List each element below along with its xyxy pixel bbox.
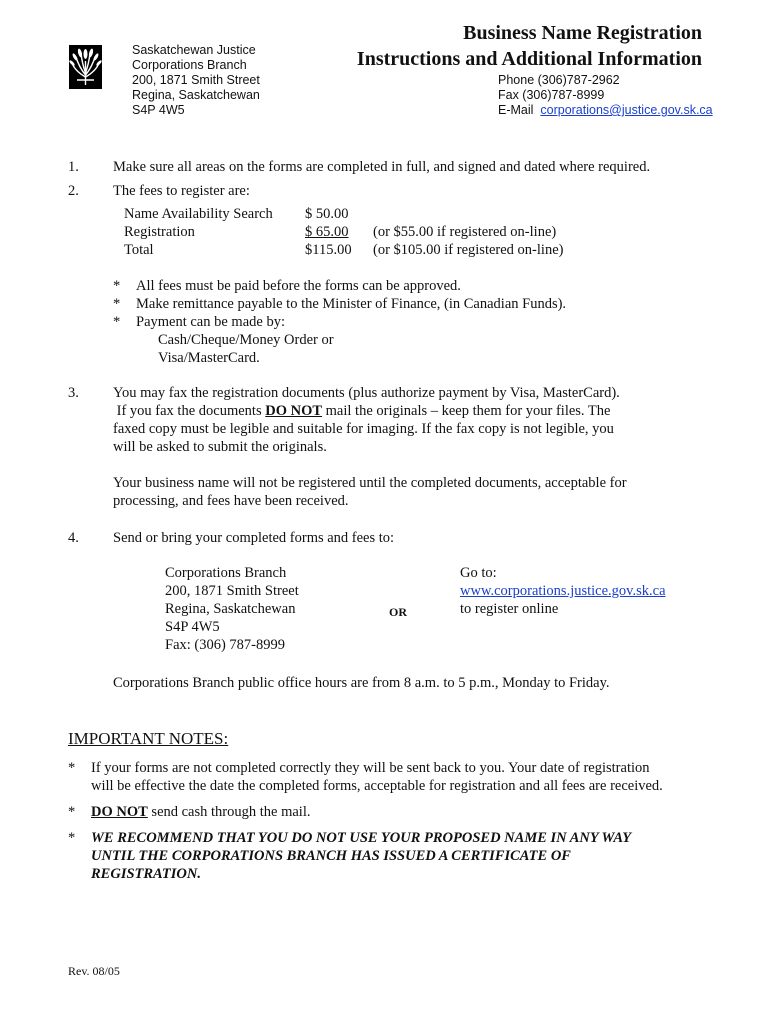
fee-note: (or $55.00 if registered on-line) <box>373 224 557 240</box>
do-not-emphasis: DO NOT <box>265 403 323 419</box>
note-star: * <box>68 804 76 820</box>
payment-method: Cash/Cheque/Money Order or <box>158 332 334 348</box>
page-title <box>357 20 702 72</box>
mailing-address <box>165 564 299 654</box>
note-line: will be effective the date the completed forms, acceptable for registration and all fees are received. <box>91 778 663 794</box>
item-3-line: You may fax the registration documents (plus authorize payment by Visa, MasterCard). <box>113 385 620 401</box>
fee-label: Total <box>124 242 154 258</box>
registration-note-line: processing, and fees have been received. <box>113 493 349 509</box>
email-label: E-Mail <box>498 103 534 117</box>
online-registration <box>460 564 666 618</box>
address-line: 200, 1871 Smith Street <box>165 583 299 599</box>
fee-amount: $ 50.00 <box>305 206 349 222</box>
fee-label: Registration <box>124 224 195 240</box>
online-label: to register online <box>460 601 559 617</box>
wheat-sheaf-icon <box>69 45 102 89</box>
item-number-3: 3. <box>68 385 79 401</box>
org-line: Regina, Saskatchewan <box>132 88 260 102</box>
item-3-text <box>113 384 620 456</box>
item-4-text: Send or bring your completed forms and fees to: <box>113 530 395 546</box>
org-line: Saskatchewan Justice <box>132 43 256 57</box>
fee-amount: $115.00 <box>305 242 352 258</box>
fee-amounts <box>305 205 352 259</box>
bullet: * <box>113 314 121 330</box>
fee-label: Name Availability Search <box>124 206 273 222</box>
email-link[interactable]: corporations@justice.gov.sk.ca <box>540 103 713 117</box>
do-not-emphasis: DO NOT <box>91 804 148 820</box>
note-line: UNTIL THE CORPORATIONS BRANCH HAS ISSUED A CERTIFICATE OF <box>91 848 571 864</box>
goto-label: Go to: <box>460 565 497 581</box>
bullet: * <box>113 296 121 312</box>
fee-note: (or $105.00 if registered on-line) <box>373 242 564 258</box>
website-link[interactable]: www.corporations.justice.gov.sk.ca <box>460 583 666 599</box>
address-line: Fax: (306) 787-8999 <box>165 637 286 653</box>
or-separator: OR <box>389 605 407 619</box>
item-1-text: Make sure all areas on the forms are completed in full, and signed and dated where required. <box>113 159 651 175</box>
payment-method: Visa/MasterCard. <box>158 350 260 366</box>
org-line: Corporations Branch <box>132 58 247 72</box>
item-number-4: 4. <box>68 530 79 546</box>
note-1 <box>91 759 663 795</box>
note-star: * <box>68 830 76 846</box>
fee-amount: $ 65.00 <box>305 224 349 240</box>
note-star: * <box>68 760 76 776</box>
bullet-text: Make remittance payable to the Minister of Finance, (in Canadian Funds). <box>136 296 567 312</box>
bullet-text: Payment can be made by: <box>136 314 285 330</box>
fee-labels <box>124 205 273 259</box>
fee-bullets <box>136 277 566 331</box>
item-3-line: will be asked to submit the originals. <box>113 439 327 455</box>
note-line: WE RECOMMEND THAT YOU DO NOT USE YOUR PROPOSED NAME IN ANY WAY <box>91 830 632 846</box>
org-address <box>132 43 260 118</box>
item-3-line: If you fax the documents DO NOT mail the originals – keep them for your files. The <box>116 403 611 419</box>
office-hours: Corporations Branch public office hours are from 8 a.m. to 5 p.m., Monday to Friday. <box>113 675 610 691</box>
note-line: REGISTRATION. <box>91 866 201 882</box>
title-line-2: Instructions and Additional Information <box>356 48 702 70</box>
email-line <box>498 103 713 118</box>
bullet-text: All fees must be paid before the forms can be approved. <box>136 278 461 294</box>
note-3 <box>91 829 631 883</box>
fax-number: Fax (306)787-8999 <box>498 88 605 102</box>
address-line: Regina, Saskatchewan <box>165 601 296 617</box>
phone-number: Phone (306)787-2962 <box>498 73 620 87</box>
item-3-line: faxed copy must be legible and suitable for imaging. If the fax copy is not legible, you <box>113 421 614 437</box>
address-line: S4P 4W5 <box>165 619 220 635</box>
bullet: * <box>113 278 121 294</box>
registration-note <box>113 474 627 510</box>
registration-note-line: Your business name will not be registered until the completed documents, acceptable for <box>113 475 627 491</box>
address-line: Corporations Branch <box>165 565 287 581</box>
note-2: DO NOT send cash through the mail. <box>91 804 311 820</box>
org-line: S4P 4W5 <box>132 103 185 117</box>
revision-date: Rev. 08/05 <box>68 964 120 978</box>
fee-notes <box>373 223 563 259</box>
payment-methods <box>158 331 334 367</box>
item-number-2: 2. <box>68 183 79 199</box>
contact-info <box>498 73 713 118</box>
item-number-1: 1. <box>68 159 79 175</box>
important-notes-heading: IMPORTANT NOTES: <box>68 729 229 748</box>
note-line: If your forms are not completed correctly they will be sent back to you. Your date of registration <box>91 760 650 776</box>
org-line: 200, 1871 Smith Street <box>132 73 260 87</box>
bullet-marks <box>113 277 120 331</box>
title-line-1: Business Name Registration <box>463 22 702 44</box>
item-2-text: The fees to register are: <box>113 183 250 199</box>
